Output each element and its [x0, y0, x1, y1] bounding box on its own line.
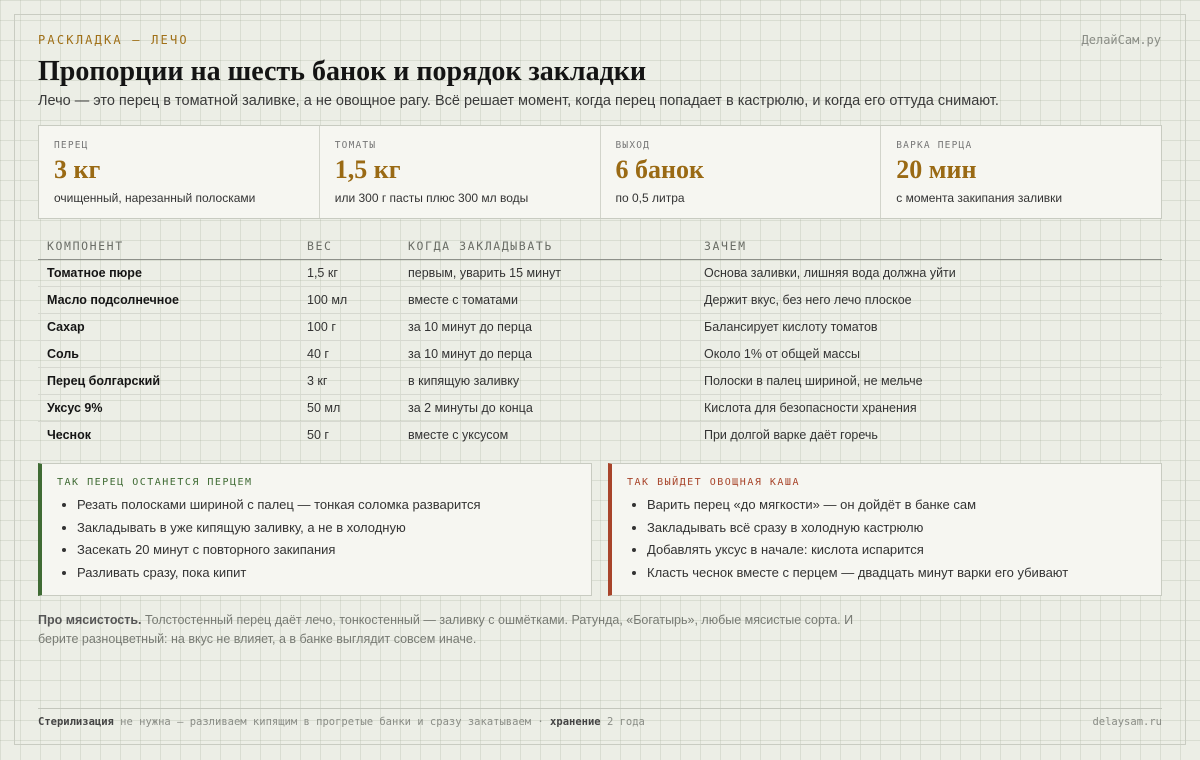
- footer-divider: [38, 708, 1162, 709]
- cell-component: Чеснок: [47, 428, 91, 442]
- footer-domain[interactable]: delaysam.ru: [1092, 716, 1162, 728]
- good-practices-title: ТАК ПЕРЕЦ ОСТАНЕТСЯ ПЕРЦЕМ: [57, 477, 253, 488]
- cell-weight: 3 кг: [298, 368, 399, 395]
- cell-weight: 50 г: [307, 428, 329, 442]
- stats-panel: [38, 125, 1162, 219]
- table-row: [38, 287, 1162, 314]
- meatiness-note: [38, 611, 878, 648]
- good-practices-list: [57, 494, 573, 584]
- cell-when: первым, уварить 15 минут: [399, 260, 695, 287]
- footer: [38, 716, 1162, 728]
- cell-why: Кислота для безопасности хранения: [695, 395, 1162, 422]
- column-header-when: КОГДА ЗАКЛАДЫВАТЬ: [399, 233, 695, 260]
- list-item: • Засекать 20 минут с повторного закипания: [77, 539, 573, 562]
- stat-note: по 0,5 литра: [615, 191, 685, 205]
- stat-note: или 300 г пасты плюс 300 мл воды: [334, 191, 529, 205]
- footer-label-sterilization: Стерилизация: [38, 716, 114, 728]
- ingredients-table: [38, 233, 1162, 448]
- cell-why: Полоски в палец шириной, не мельче: [695, 368, 1162, 395]
- cell-why: Около 1% от общей массы: [695, 341, 1162, 368]
- note-lead: Про мясистость.: [38, 613, 142, 627]
- stat-label: ПЕРЕЦ: [54, 140, 89, 151]
- cell-weight: 100 г: [298, 314, 399, 341]
- cell-when: за 10 минут до перца: [399, 341, 695, 368]
- stat-pepper: [39, 126, 319, 218]
- list-item: • Добавлять уксус в начале: кислота испарится: [647, 539, 1143, 562]
- footer-storage-info: [38, 716, 645, 728]
- cell-why: Основа заливки, лишняя вода должна уйти: [695, 260, 1162, 287]
- cell-weight: 40 г: [298, 341, 399, 368]
- lead-paragraph: Лечо — это перец в томатной заливке, а не овощное рагу. Всё решает момент, когда перец попадает в кастрюлю, и когда его оттуда снимают.: [38, 93, 999, 109]
- site-brand[interactable]: ДелайСам.ру: [1081, 33, 1161, 47]
- table-row: [38, 368, 1162, 395]
- stat-value: 6 банок: [615, 155, 704, 184]
- section-kicker: РАСКЛАДКА — ЛЕЧО: [38, 33, 189, 47]
- list-item: • Закладывать в уже кипящую заливку, а не в холодную: [77, 517, 573, 540]
- good-practices-box: [38, 463, 592, 596]
- table-header-row: [38, 233, 1162, 260]
- bad-practices-box: [608, 463, 1162, 596]
- cell-component: Соль: [38, 341, 298, 368]
- list-item: • Закладывать всё сразу в холодную кастрюлю: [647, 517, 1143, 540]
- cell-when: в кипящую заливку: [399, 368, 695, 395]
- stat-yield: [600, 126, 881, 218]
- stat-note: с момента закипания заливки: [896, 191, 1063, 205]
- stat-cook-time: [880, 126, 1161, 218]
- cell-why: Держит вкус, без него лечо плоское: [695, 287, 1162, 314]
- stat-tomatoes: [319, 126, 600, 218]
- footer-text-sterilization: не нужна — разливаем кипящим в прогретые банки и сразу закатываем ·: [113, 716, 551, 728]
- table-row: [38, 341, 1162, 368]
- bad-practices-title: ТАК ВЫЙДЕТ ОВОЩНАЯ КАША: [627, 477, 800, 488]
- bad-practices-list: [627, 494, 1143, 584]
- stat-value: 1,5 кг: [334, 155, 401, 184]
- list-item: • Класть чеснок вместе с перцем — двадцать минут варки его убивают: [647, 562, 1143, 585]
- table-row: [38, 422, 1162, 449]
- cell-when: вместе с томатами: [399, 287, 695, 314]
- column-header-component: КОМПОНЕНТ: [38, 233, 298, 260]
- cell-weight: 1,5 кг: [298, 260, 399, 287]
- footer-label-storage: хранение: [550, 716, 601, 728]
- cell-component: Сахар: [38, 314, 298, 341]
- list-item: • Разливать сразу, пока кипит: [77, 562, 573, 585]
- note-text: Толстостенный перец даёт лечо, тонкостенный — заливку с ошмётками. Ратунда, «Богатырь», любые мясистые сорта. И берите разноцветный: на вкус не влияет, а в банке выглядит совсем иначе.: [38, 613, 854, 646]
- cell-when: за 2 минуты до конца: [399, 395, 695, 422]
- list-item: • Резать полосками шириной с палец — тонкая соломка разварится: [77, 494, 573, 517]
- cell-when: за 10 минут до перца: [399, 314, 695, 341]
- table-row: [38, 314, 1162, 341]
- stat-label: ТОМАТЫ: [334, 140, 377, 151]
- stat-value: 3 кг: [54, 155, 101, 184]
- column-header-why: ЗАЧЕМ: [695, 233, 1162, 260]
- cell-component: Томатное пюре: [38, 260, 298, 287]
- cell-weight: 100 мл: [298, 287, 399, 314]
- cell-why: Балансирует кислоту томатов: [695, 314, 1162, 341]
- column-header-weight: ВЕС: [298, 233, 399, 260]
- table-row: [38, 260, 1162, 287]
- stat-note: очищенный, нарезанный полосками: [54, 191, 256, 205]
- cell-component: Уксус 9%: [38, 395, 298, 422]
- page-title: Пропорции на шесть банок и порядок закладки: [38, 56, 647, 87]
- table-row: [38, 395, 1162, 422]
- stat-label: ВАРКА ПЕРЦА: [896, 140, 973, 151]
- stat-label: ВЫХОД: [615, 140, 651, 151]
- stat-value: 20 мин: [896, 155, 977, 184]
- list-item: • Варить перец «до мягкости» — он дойдёт в банке сам: [647, 494, 1143, 517]
- cell-component: Перец болгарский: [38, 368, 298, 395]
- cell-when: вместе с уксусом: [408, 428, 509, 442]
- cell-weight: 50 мл: [298, 395, 399, 422]
- footer-text-storage: 2 года: [600, 716, 645, 728]
- cell-component: Масло подсолнечное: [38, 287, 298, 314]
- cell-why: При долгой варке даёт горечь: [704, 428, 878, 442]
